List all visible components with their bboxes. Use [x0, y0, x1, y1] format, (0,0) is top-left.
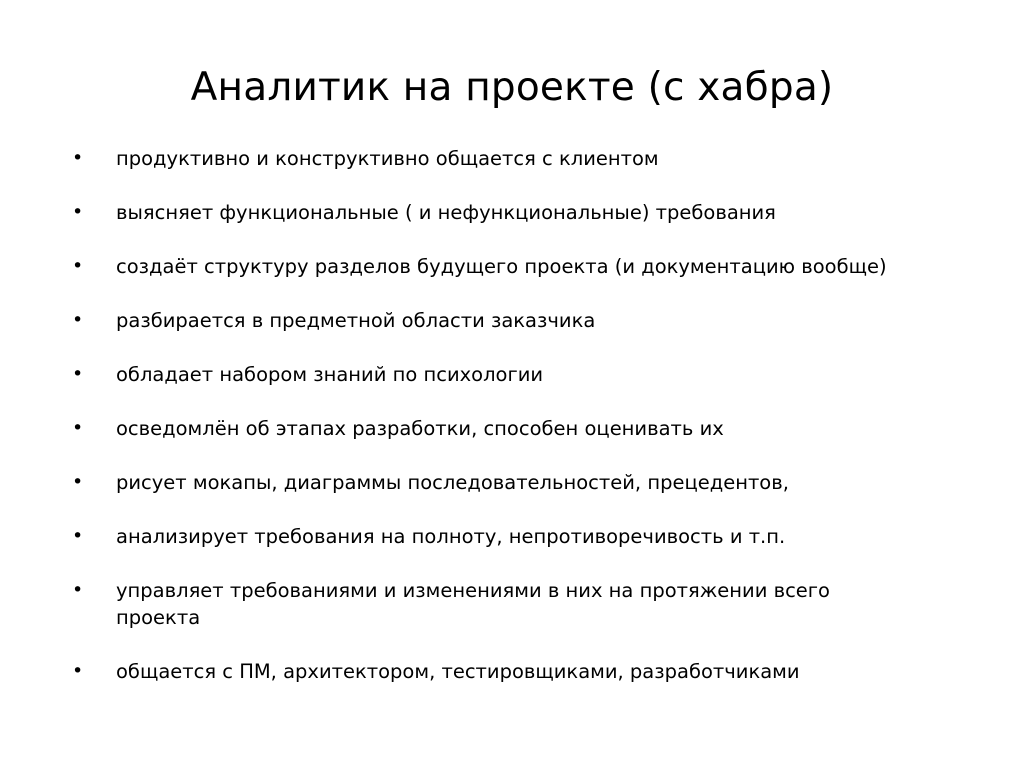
bullet-text: анализирует требования на полноту, непротиворечивость и т.п. — [116, 525, 786, 548]
bullet-text: обладает набором знаний по психологии — [116, 363, 544, 386]
bullet-item — [72, 145, 952, 172]
bullet-icon: • — [72, 255, 84, 277]
bullet-icon: • — [72, 417, 84, 439]
bullet-item — [72, 658, 952, 685]
bullet-text: рисует мокапы, диаграммы последовательностей, прецедентов, — [116, 471, 789, 494]
bullet-item — [72, 469, 952, 496]
bullet-icon: • — [72, 579, 84, 601]
bullet-text: разбирается в предметной области заказчика — [116, 309, 596, 332]
bullet-item — [72, 253, 952, 280]
bullet-text: создаёт структуру разделов будущего проекта (и документацию вообще) — [116, 255, 887, 278]
bullet-icon: • — [72, 201, 84, 223]
bullet-icon: • — [72, 147, 84, 169]
bullet-text: выясняет функциональные ( и нефункциональные) требования — [116, 201, 776, 224]
bullet-icon: • — [72, 525, 84, 547]
bullet-text: управляет требованиями и изменениями в них на протяжении всего проекта — [116, 579, 830, 629]
bullet-text: осведомлён об этапах разработки, способен оценивать их — [116, 417, 724, 440]
bullet-item — [72, 415, 952, 442]
bullet-icon: • — [72, 309, 84, 331]
bullet-item — [72, 523, 952, 550]
bullet-icon: • — [72, 660, 84, 682]
bullet-icon: • — [72, 363, 84, 385]
bullet-icon: • — [72, 471, 84, 493]
bullet-item — [72, 307, 952, 334]
slide-title: Аналитик на проекте (с хабра) — [190, 65, 834, 110]
bullet-item — [72, 577, 952, 631]
bullet-text: общается с ПМ, архитектором, тестировщиками, разработчиками — [116, 660, 800, 683]
bullet-item — [72, 361, 952, 388]
bullet-item — [72, 199, 952, 226]
bullet-text: продуктивно и конструктивно общается с клиентом — [116, 147, 659, 170]
bullet-list — [72, 145, 952, 685]
